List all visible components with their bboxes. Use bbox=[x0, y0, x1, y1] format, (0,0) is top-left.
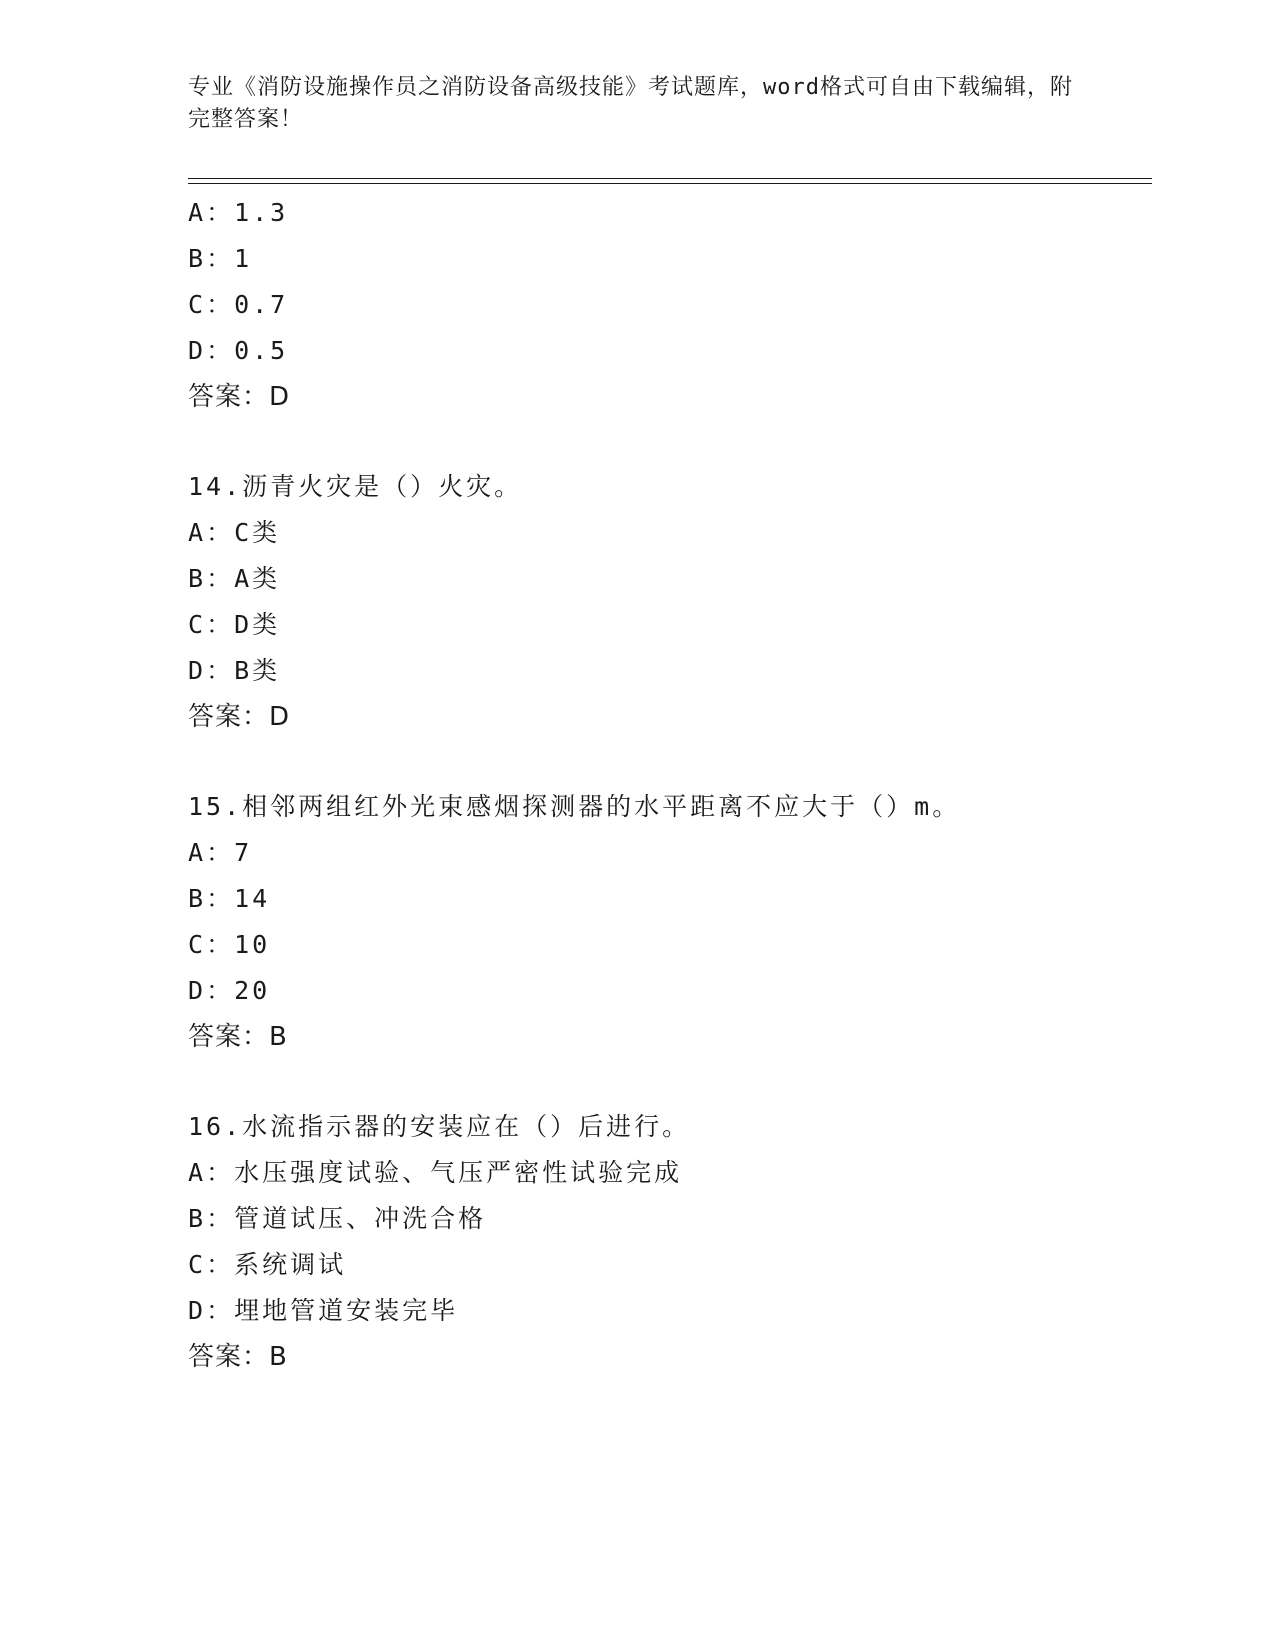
option-a: A：C类 bbox=[188, 518, 281, 547]
option-d: D：埋地管道安装完毕 bbox=[188, 1296, 459, 1325]
option-c: C：10 bbox=[188, 930, 271, 959]
question-15 bbox=[188, 784, 1148, 1060]
option-c: C：0.7 bbox=[188, 290, 289, 319]
header-divider-top bbox=[188, 178, 1152, 179]
question-stem: 16.水流指示器的安装应在（）后进行。 bbox=[188, 1112, 691, 1141]
option-a: A：1.3 bbox=[188, 198, 289, 227]
answer-line: 答案：B bbox=[188, 1022, 288, 1052]
option-a: A：水压强度试验、气压严密性试验完成 bbox=[188, 1158, 683, 1187]
question-16 bbox=[188, 1104, 1148, 1380]
question-13-continued bbox=[188, 190, 1148, 420]
option-b: B：14 bbox=[188, 884, 271, 913]
option-b: B：管道试压、冲洗合格 bbox=[188, 1204, 487, 1233]
option-c: C：系统调试 bbox=[188, 1250, 347, 1279]
question-stem: 15.相邻两组红外光束感烟探测器的水平距离不应大于（）m。 bbox=[188, 792, 961, 821]
option-c: C：D类 bbox=[188, 610, 281, 639]
document-header: 专业《消防设施操作员之消防设备高级技能》考试题库，word格式可自由下载编辑，附完整答案！ bbox=[188, 75, 1073, 132]
question-list bbox=[188, 190, 1148, 1380]
header-divider-bottom bbox=[188, 183, 1152, 184]
option-b: B：1 bbox=[188, 244, 253, 273]
question-14 bbox=[188, 464, 1148, 740]
answer-line: 答案：B bbox=[188, 1342, 288, 1372]
option-a: A：7 bbox=[188, 838, 253, 867]
option-b: B：A类 bbox=[188, 564, 281, 593]
option-d: D：20 bbox=[188, 976, 271, 1005]
answer-line: 答案：D bbox=[188, 382, 291, 412]
answer-line: 答案：D bbox=[188, 702, 291, 732]
question-stem: 14.沥青火灾是（）火灾。 bbox=[188, 472, 523, 501]
option-d: D：0.5 bbox=[188, 336, 289, 365]
option-d: D：B类 bbox=[188, 656, 281, 685]
